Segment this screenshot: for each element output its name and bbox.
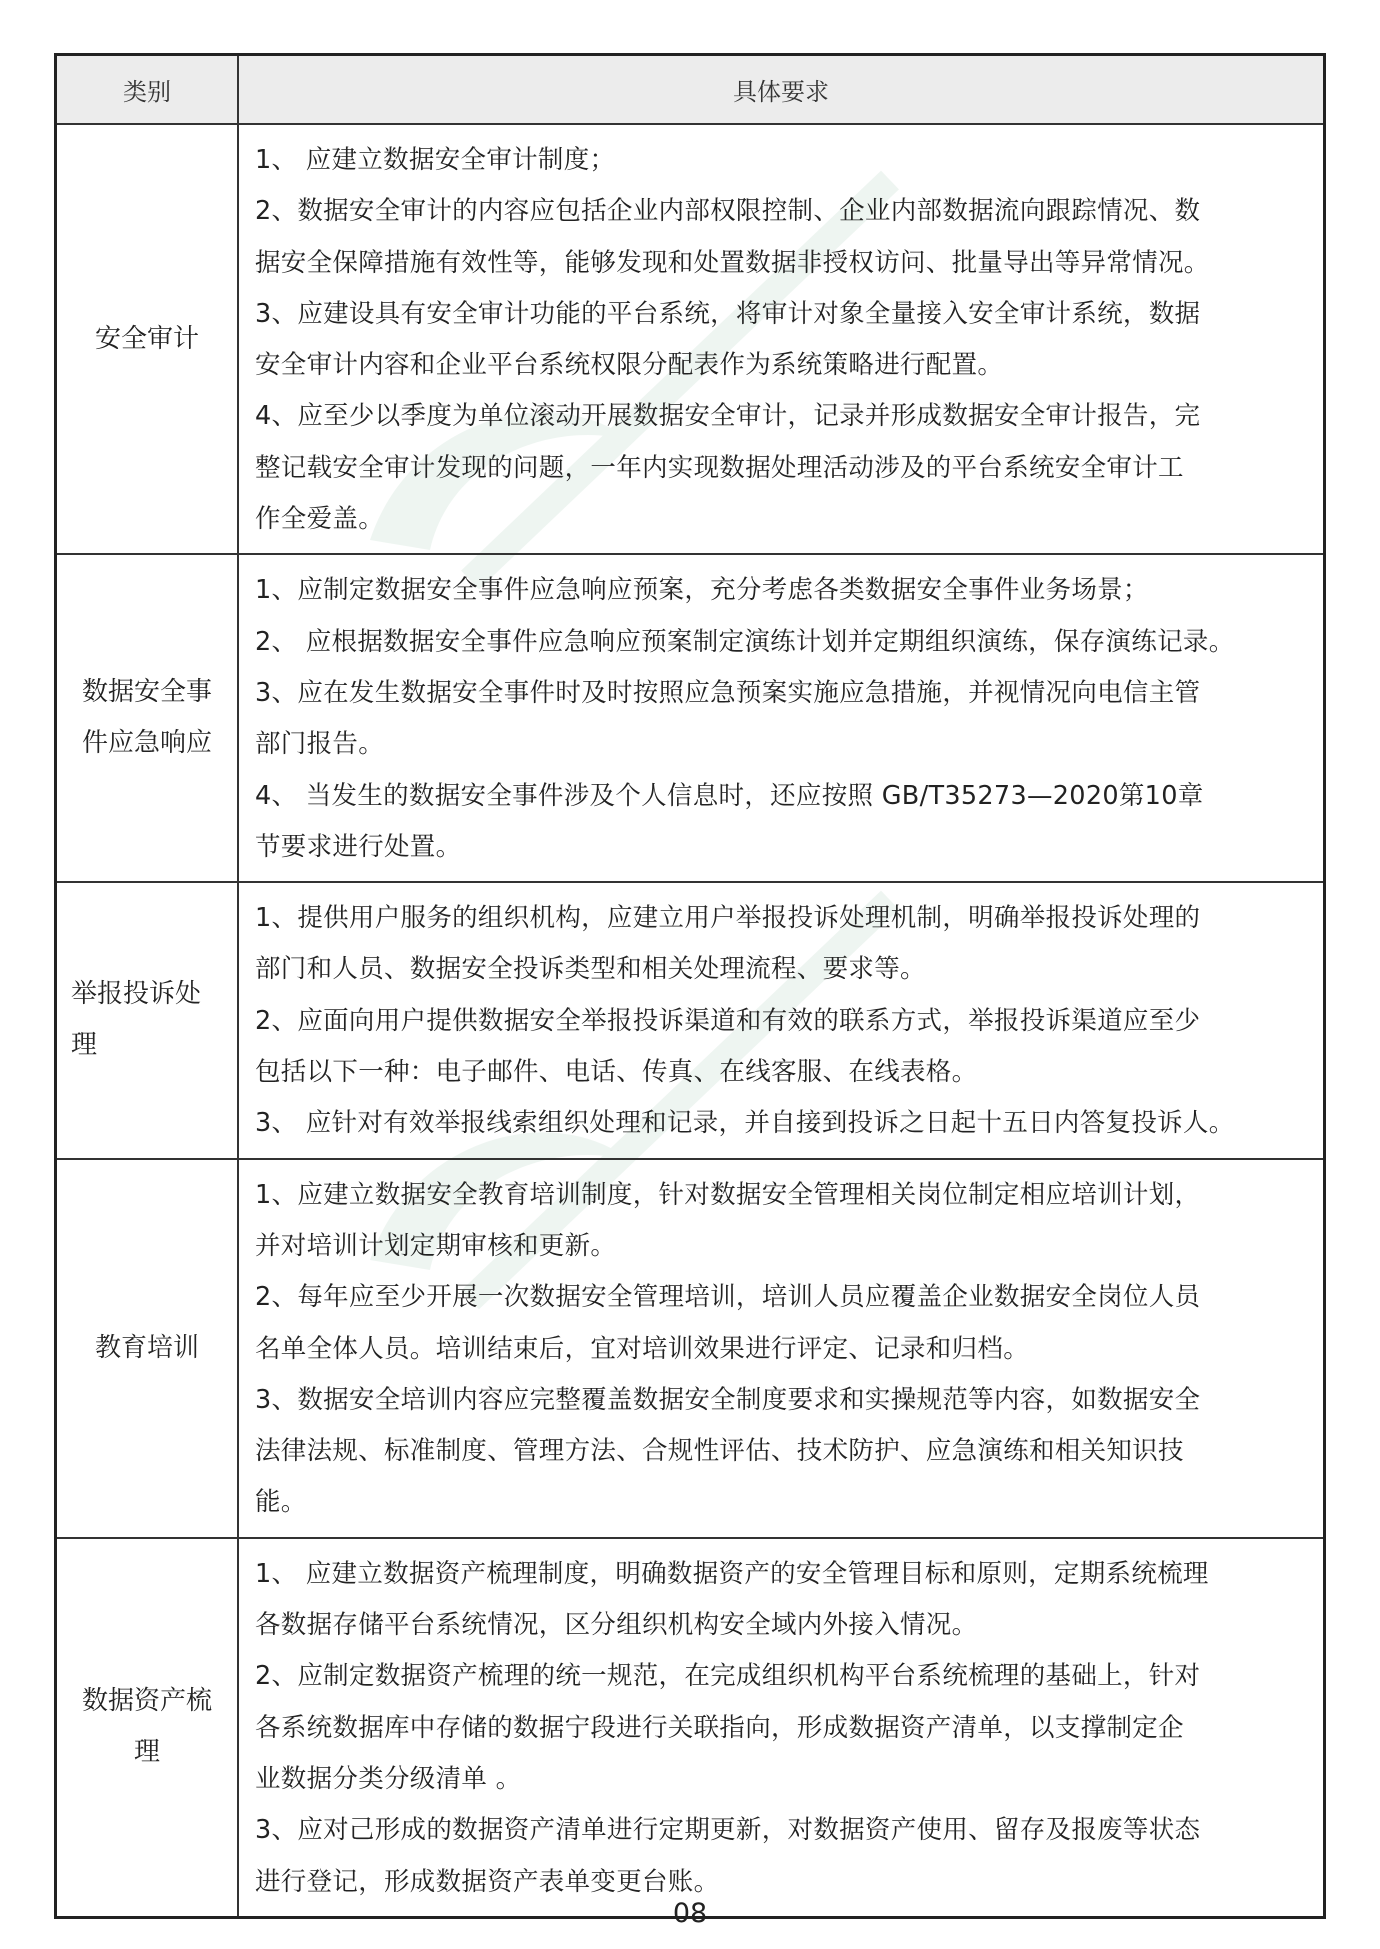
page-number: 08 <box>672 1898 708 1929</box>
requirement-line: 4、 当发生的数据安全事件涉及个人信息时，还应按照 GB/T35273—2020第10章 <box>255 780 1204 811</box>
requirement-line: 3、应对己形成的数据资产清单进行定期更新，对数据资产使用、留存及报废等状态 <box>255 1815 1201 1846</box>
table-row-asset-inventory <box>56 1538 1325 1918</box>
requirements-cell <box>238 124 1325 554</box>
requirements-cell <box>238 1159 1325 1538</box>
requirement-line: 3、数据安全培训内容应完整覆盖数据安全制度要求和实操规范等内容，如数据安全 <box>255 1384 1201 1415</box>
requirement-line: 各系统数据库中存储的数据宁段进行关联指向，形成数据资产清单，以支撑制定企 <box>255 1712 1184 1743</box>
requirement-line: 名单全体人员。培训结束后，宜对培训效果进行评定、记录和归档。 <box>255 1333 1030 1364</box>
category-cell <box>56 1538 239 1918</box>
requirement-line: 2、应制定数据资产梳理的统一规范，在完成组织机构平台系统梳理的基础上，针对 <box>255 1661 1201 1692</box>
category-label: 举报投诉处 <box>71 979 202 1010</box>
requirement-line: 3、应在发生数据安全事件时及时按照应急预案实施应急措施，并视情况向电信主管 <box>255 677 1201 708</box>
category-label: 件应急响应 <box>81 728 212 759</box>
requirement-line: 2、应面向用户提供数据安全举报投诉渠道和有效的联系方式，举报投诉渠道应至少 <box>255 1005 1201 1036</box>
requirement-line: 包括以下一种：电子邮件、电话、传真、在线客服、在线表格。 <box>255 1057 978 1088</box>
requirement-line: 2、数据安全审计的内容应包括企业内部权限控制、企业内部数据流向跟踪情况、数 <box>255 196 1201 227</box>
header-category: 类别 <box>56 55 239 125</box>
requirement-line: 并对培训计划定期审核和更新。 <box>255 1230 617 1261</box>
requirement-line: 2、 应根据数据安全事件应急响应预案制定演练计划并定期组织演练，保存演练记录。 <box>255 626 1235 657</box>
header-requirements: 具体要求 <box>238 55 1325 125</box>
requirement-line: 1、应制定数据安全事件应急响应预案，充分考虑各类数据安全事件业务场景； <box>255 575 1149 606</box>
requirement-line: 作全爱盖。 <box>255 504 385 535</box>
category-cell <box>56 124 239 554</box>
requirement-line: 据安全保障措施有效性等，能够发现和处置数据非授权访问、批量导出等异常情况。 <box>255 247 1210 278</box>
requirement-line: 2、每年应至少开展一次数据安全管理培训，培训人员应覆盖企业数据安全岗位人员 <box>255 1282 1201 1313</box>
requirement-line: 能。 <box>255 1487 307 1518</box>
category-label: 理 <box>133 1737 160 1768</box>
table-row-incident-response <box>56 554 1325 882</box>
requirement-line: 3、 应针对有效举报线索组织处理和记录，并自接到投诉之日起十五日内答复投诉人。 <box>255 1108 1235 1139</box>
category-label: 安全审计 <box>94 323 199 354</box>
requirement-line: 3、应建设具有安全审计功能的平台系统，将审计对象全量接入安全审计系统，数据 <box>255 298 1201 329</box>
category-cell <box>56 882 239 1158</box>
requirement-line: 1、提供用户服务的组织机构，应建立用户举报投诉处理机制，明确举报投诉处理的 <box>255 903 1201 934</box>
requirement-line: 各数据存储平台系统情况，区分组织机构安全域内外接入情况。 <box>255 1610 978 1641</box>
requirements-cell <box>238 882 1325 1158</box>
requirement-line: 部门报告。 <box>255 729 385 760</box>
requirement-line: 1、应建立数据安全教育培训制度，针对数据安全管理相关岗位制定相应培训计划， <box>255 1179 1201 1210</box>
category-label: 数据安全事 <box>81 677 212 708</box>
requirement-line: 法律法规、标准制度、管理方法、合规性评估、技术防护、应急演练和相关知识技 <box>255 1436 1184 1467</box>
requirements-cell <box>238 1538 1325 1918</box>
table-header-row <box>56 55 1325 125</box>
requirements-table <box>54 53 1326 1919</box>
category-label: 教育培训 <box>94 1332 199 1363</box>
requirement-line: 安全审计内容和企业平台系统权限分配表作为系统策略进行配置。 <box>255 350 1004 381</box>
category-cell <box>56 1159 239 1538</box>
requirement-line: 整记载安全审计发现的问题，一年内实现数据处理活动涉及的平台系统安全审计工 <box>255 452 1184 483</box>
category-label: 数据资产梳 <box>81 1686 212 1717</box>
requirements-cell <box>238 554 1325 882</box>
requirement-line: 4、应至少以季度为单位滚动开展数据安全审计，记录并形成数据安全审计报告，完 <box>255 401 1201 432</box>
requirement-line: 节要求进行处置。 <box>255 831 462 862</box>
requirement-line: 1、 应建立数据资产梳理制度，明确数据资产的安全管理目标和原则，定期系统梳理 <box>255 1558 1209 1589</box>
table-row-complaints <box>56 882 1325 1158</box>
requirement-line: 部门和人员、数据安全投诉类型和相关处理流程、要求等。 <box>255 954 926 985</box>
table-row-security-audit <box>56 124 1325 554</box>
table-row-training <box>56 1159 1325 1538</box>
category-cell <box>56 554 239 882</box>
requirement-line: 1、 应建立数据安全审计制度； <box>255 145 616 175</box>
category-label: 理 <box>71 1030 98 1061</box>
requirement-line: 进行登记，形成数据资产表单变更台账。 <box>255 1866 720 1897</box>
requirement-line: 业数据分类分级清单 。 <box>255 1763 522 1794</box>
